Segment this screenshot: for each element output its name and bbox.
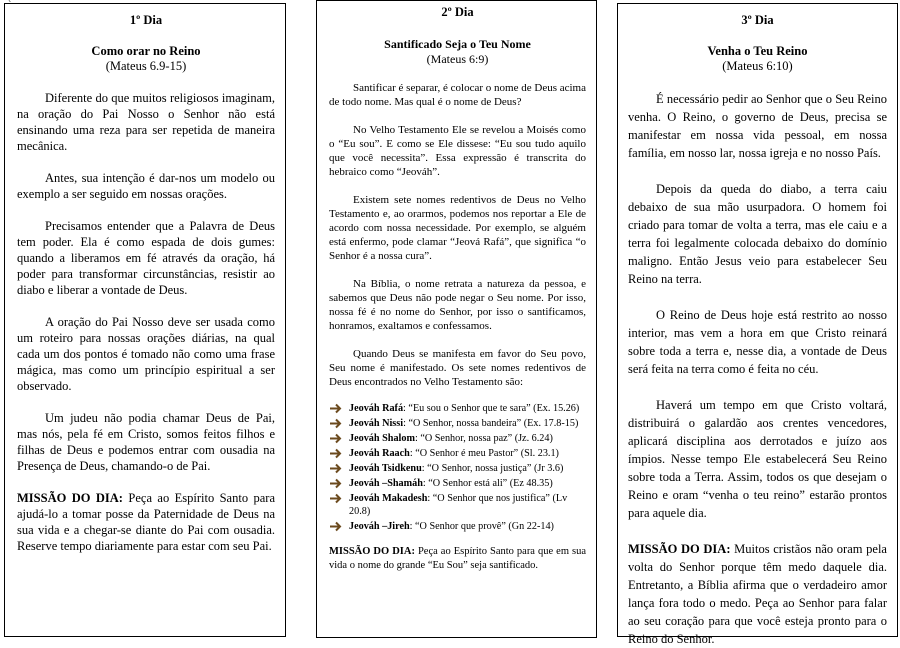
name-text: : “O Senhor que nos justifica” (Lv 20.8) [349, 493, 568, 517]
list-item [329, 447, 586, 460]
name-label: Jeováh Shalom [349, 433, 415, 444]
day-3-reference: (Mateus 6:10) [722, 59, 793, 73]
day-3-label: 3º Dia [741, 13, 774, 27]
name-label: Jeováh Raach [349, 448, 410, 459]
arrow-bullet-icon [329, 463, 341, 474]
day-2-mission [329, 545, 586, 573]
day-3-title: Venha o Teu Reino [707, 44, 808, 58]
day-2-paragraph: Quando Deus se manifesta em favor do Seu povo, Seu nome é manifestado. Os sete nomes redentivos de Deus encontrados no Velho Testamento são: [329, 348, 586, 388]
day-3-paragraph: Haverá um tempo em que Cristo voltará, distribuirá o galardão aos crentes vencedores, aplicará disciplina aos derrotados e juízo aos ímpios. Nesse tempo Ele estabelecerá Seu Reino sobre toda a Terra. Assim, todos os que desejam o Reino e oram “venha o teu reino” estarão prontos para aquele dia. [628, 398, 887, 520]
name-label: Jeováh Tsidkenu [349, 463, 422, 474]
day-1-label: 1º Dia [129, 13, 163, 27]
list-item [329, 417, 586, 430]
mission-text: Peça ao Espírito Santo para que em sua vida o nome do grande “Eu Sou” seja santificado. [329, 546, 586, 571]
day-1-title: Como orar no Reino [91, 44, 201, 58]
name-text: : “O Senhor, nossa justiça” (Jr 3.6) [421, 463, 564, 474]
mission-text: Peça ao Espírito Santo para ajudá-lo a tomar posse da Paternidade de Deus na sua vida e a chegar-se diante do Pai com ousadia. Reserve tempo diariamente para estar com seu Pai. [17, 491, 275, 553]
day-1-paragraph: Precisamos entender que a Palavra de Deus tem poder. Ela é como espada de dois gumes: quando a liberamos em fé através da oração, há poder para transformar circunstâncias, resistir ao diabo e liberar a vontade de Deus. [17, 219, 275, 297]
day-2-paragraph: No Velho Testamento Ele se revelou a Moisés como o “Eu sou”. E como se Ele dissese: “Eu sou tudo aquilo que você necessita”. Essa expressão é transcrita do hebraico como “Jeováh”. [329, 124, 586, 178]
day-1-paragraph: Antes, sua intenção é dar-nos um modelo ou exemplo a ser seguido em nossas orações. [17, 171, 275, 201]
name-label: Jeováh –Shamáh [349, 478, 423, 489]
arrow-bullet-icon [329, 418, 341, 429]
day-2-paragraph: Na Bíblia, o nome retrata a natureza da pessoa, e sabemos que Deus não pode negar o Seu nome. Por isso, nossa fé é no nome do Senhor, por isso o santificamos, honramos, exaltamos e confessamos. [329, 278, 586, 332]
name-text: : “O Senhor, nossa paz” (Jz. 6.24) [414, 433, 553, 444]
list-item [329, 520, 586, 533]
day-2-column [316, 0, 597, 638]
mission-text: Muitos cristãos não oram pela volta do Senhor porque têm medo daquele dia. Entretanto, a Bíblia afirma que o verdadeiro amor lança fora todo o medo. Peça ao Senhor para falar ao seu coração para que você esteja pronto para o Reino do Senhor. [628, 542, 887, 646]
mission-label: MISSÃO DO DIA: [17, 491, 123, 505]
arrow-bullet-icon [329, 448, 341, 459]
day-3-paragraph: Depois da queda do diabo, a terra caiu debaixo de sua mão usurpadora. O homem foi criado para tomar de volta a terra, mas ele caiu e a terra foi legalmente colocada debaixo do domínio maligno. Então Jesus veio para estabelecer Seu Reino na terra. [628, 182, 887, 286]
list-item [329, 432, 586, 445]
name-text: : “O Senhor é meu Pastor” (Sl. 23.1) [409, 448, 559, 459]
name-label: Jeováh Makadesh [349, 493, 428, 504]
mission-label: MISSÃO DO DIA: [329, 546, 415, 557]
day-1-reference: (Mateus 6.9-15) [105, 59, 187, 73]
arrow-bullet-icon [329, 403, 341, 414]
name-text: : “O Senhor, nossa bandeira” (Ex. 17.8-15) [403, 418, 579, 429]
day-3-paragraph: O Reino de Deus hoje está restrito ao nosso interior, mas vem a hora em que Cristo reinará sobre toda a terra e, nesse dia, a vontade de Deus será feita na terra como é feita no céu. [628, 308, 887, 376]
list-item [329, 402, 586, 415]
arrow-bullet-icon [329, 521, 341, 532]
name-label: Jeováh Rafá [349, 403, 404, 414]
arrow-bullet-icon [329, 478, 341, 489]
arrow-bullet-icon [329, 493, 341, 504]
day-3-mission [628, 540, 887, 648]
list-item [329, 492, 586, 518]
day-1-mission [17, 490, 275, 554]
day-1-column [4, 3, 286, 637]
day-2-paragraph: Santificar é separar, é colocar o nome de Deus acima de todo nome. Mas qual é o nome de Deus? [329, 82, 586, 108]
list-item [329, 462, 586, 475]
arrow-bullet-icon [329, 433, 341, 444]
name-text: : “O Senhor que provê” (Gn 22-14) [409, 521, 554, 532]
name-label: Jeováh Nissi [349, 418, 404, 429]
day-2-title: Santificado Seja o Teu Nome [384, 37, 531, 51]
day-1-paragraph: Um judeu não podia chamar Deus de Pai, mas nós, pela fé em Cristo, somos feitos filhos e filhas de Deus e podemos entrar com ousadia na Presença de Deus, chamando-o de Pai. [17, 411, 275, 473]
day-3-paragraph: É necessário pedir ao Senhor que o Seu Reino venha. O Reino, o governo de Deus, precisa se manifestar em nossa vida pessoal, em nossa família, em nosso lar, nossa igreja e no nosso País. [628, 92, 887, 160]
day-2-paragraph: Existem sete nomes redentivos de Deus no Velho Testamento e, ao orarmos, podemos nos reportar a Ele de acordo com nossa necessidade. Por exemplo, se alguém está enfermo, pode clamar “Jeová Rafá”, que significa “o Senhor é a nossa cura”. [329, 194, 586, 262]
day-1-paragraph: Diferente do que muitos religiosos imaginam, na oração do Pai Nosso o Senhor não está ensinando uma reza para ser repetida de maneira mecânica. [17, 91, 275, 153]
day-3-column [617, 3, 898, 646]
day-1-paragraph: A oração do Pai Nosso deve ser usada como um roteiro para nossas orações diárias, na qual cada um dos pontos é tomado não como uma frase mágica, mas como um princípio espiritual a ser observado. [17, 315, 275, 393]
name-text: : “O Senhor está ali” (Ez 48.35) [422, 478, 553, 489]
day-2-label: 2º Dia [441, 5, 474, 19]
mission-label: MISSÃO DO DIA: [628, 542, 731, 556]
redemptive-names-list [329, 402, 586, 533]
day-2-reference: (Mateus 6:9) [426, 52, 489, 66]
name-label: Jeováh –Jireh [349, 521, 410, 532]
name-text: : “Eu sou o Senhor que te sara” (Ex. 15.26) [403, 403, 580, 414]
list-item [329, 477, 586, 490]
